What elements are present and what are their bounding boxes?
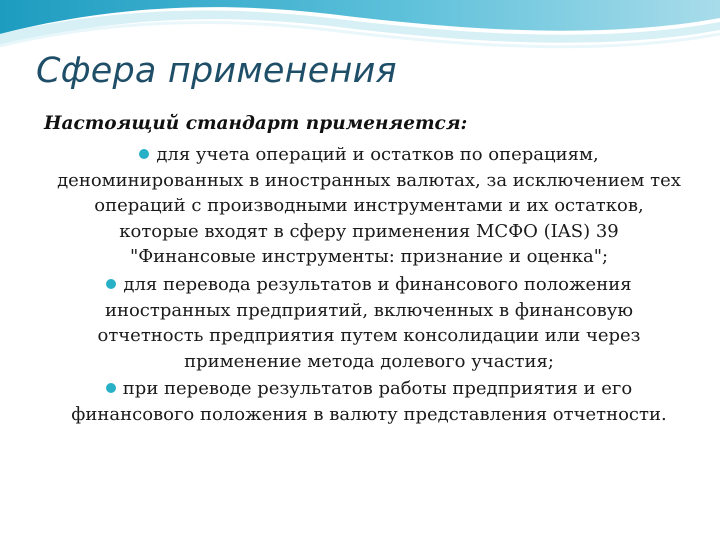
bullet-item bbox=[56, 376, 682, 427]
bullet-dot-icon bbox=[106, 383, 116, 393]
slide-title: Сфера применения bbox=[36, 51, 397, 91]
bullet-item bbox=[56, 142, 682, 270]
bullet-dot-icon bbox=[106, 279, 116, 289]
bullet-text: при переводе результатов работы предприятия и его финансового положения в валюту представления отчетности. bbox=[71, 378, 667, 425]
bullet-item bbox=[56, 272, 682, 374]
bullet-text: для перевода результатов и финансового положения иностранных предприятий, включенных в финансовую отчетность предприятия путем консолидации или через применение метода долевого участия; bbox=[97, 273, 641, 372]
bullet-dot-icon bbox=[139, 149, 149, 159]
bullet-list bbox=[56, 142, 682, 430]
intro-text: Настоящий стандарт применяется: bbox=[44, 113, 468, 134]
bullet-text: для учета операций и остатков по операциям, деноминированных в иностранных валютах, за исключением тех операций с производными инструментами и их остатков, которые входят в сферу применения МСФО (IAS) 39 "Финансовые инструменты: признание и оценка"; bbox=[57, 144, 681, 268]
